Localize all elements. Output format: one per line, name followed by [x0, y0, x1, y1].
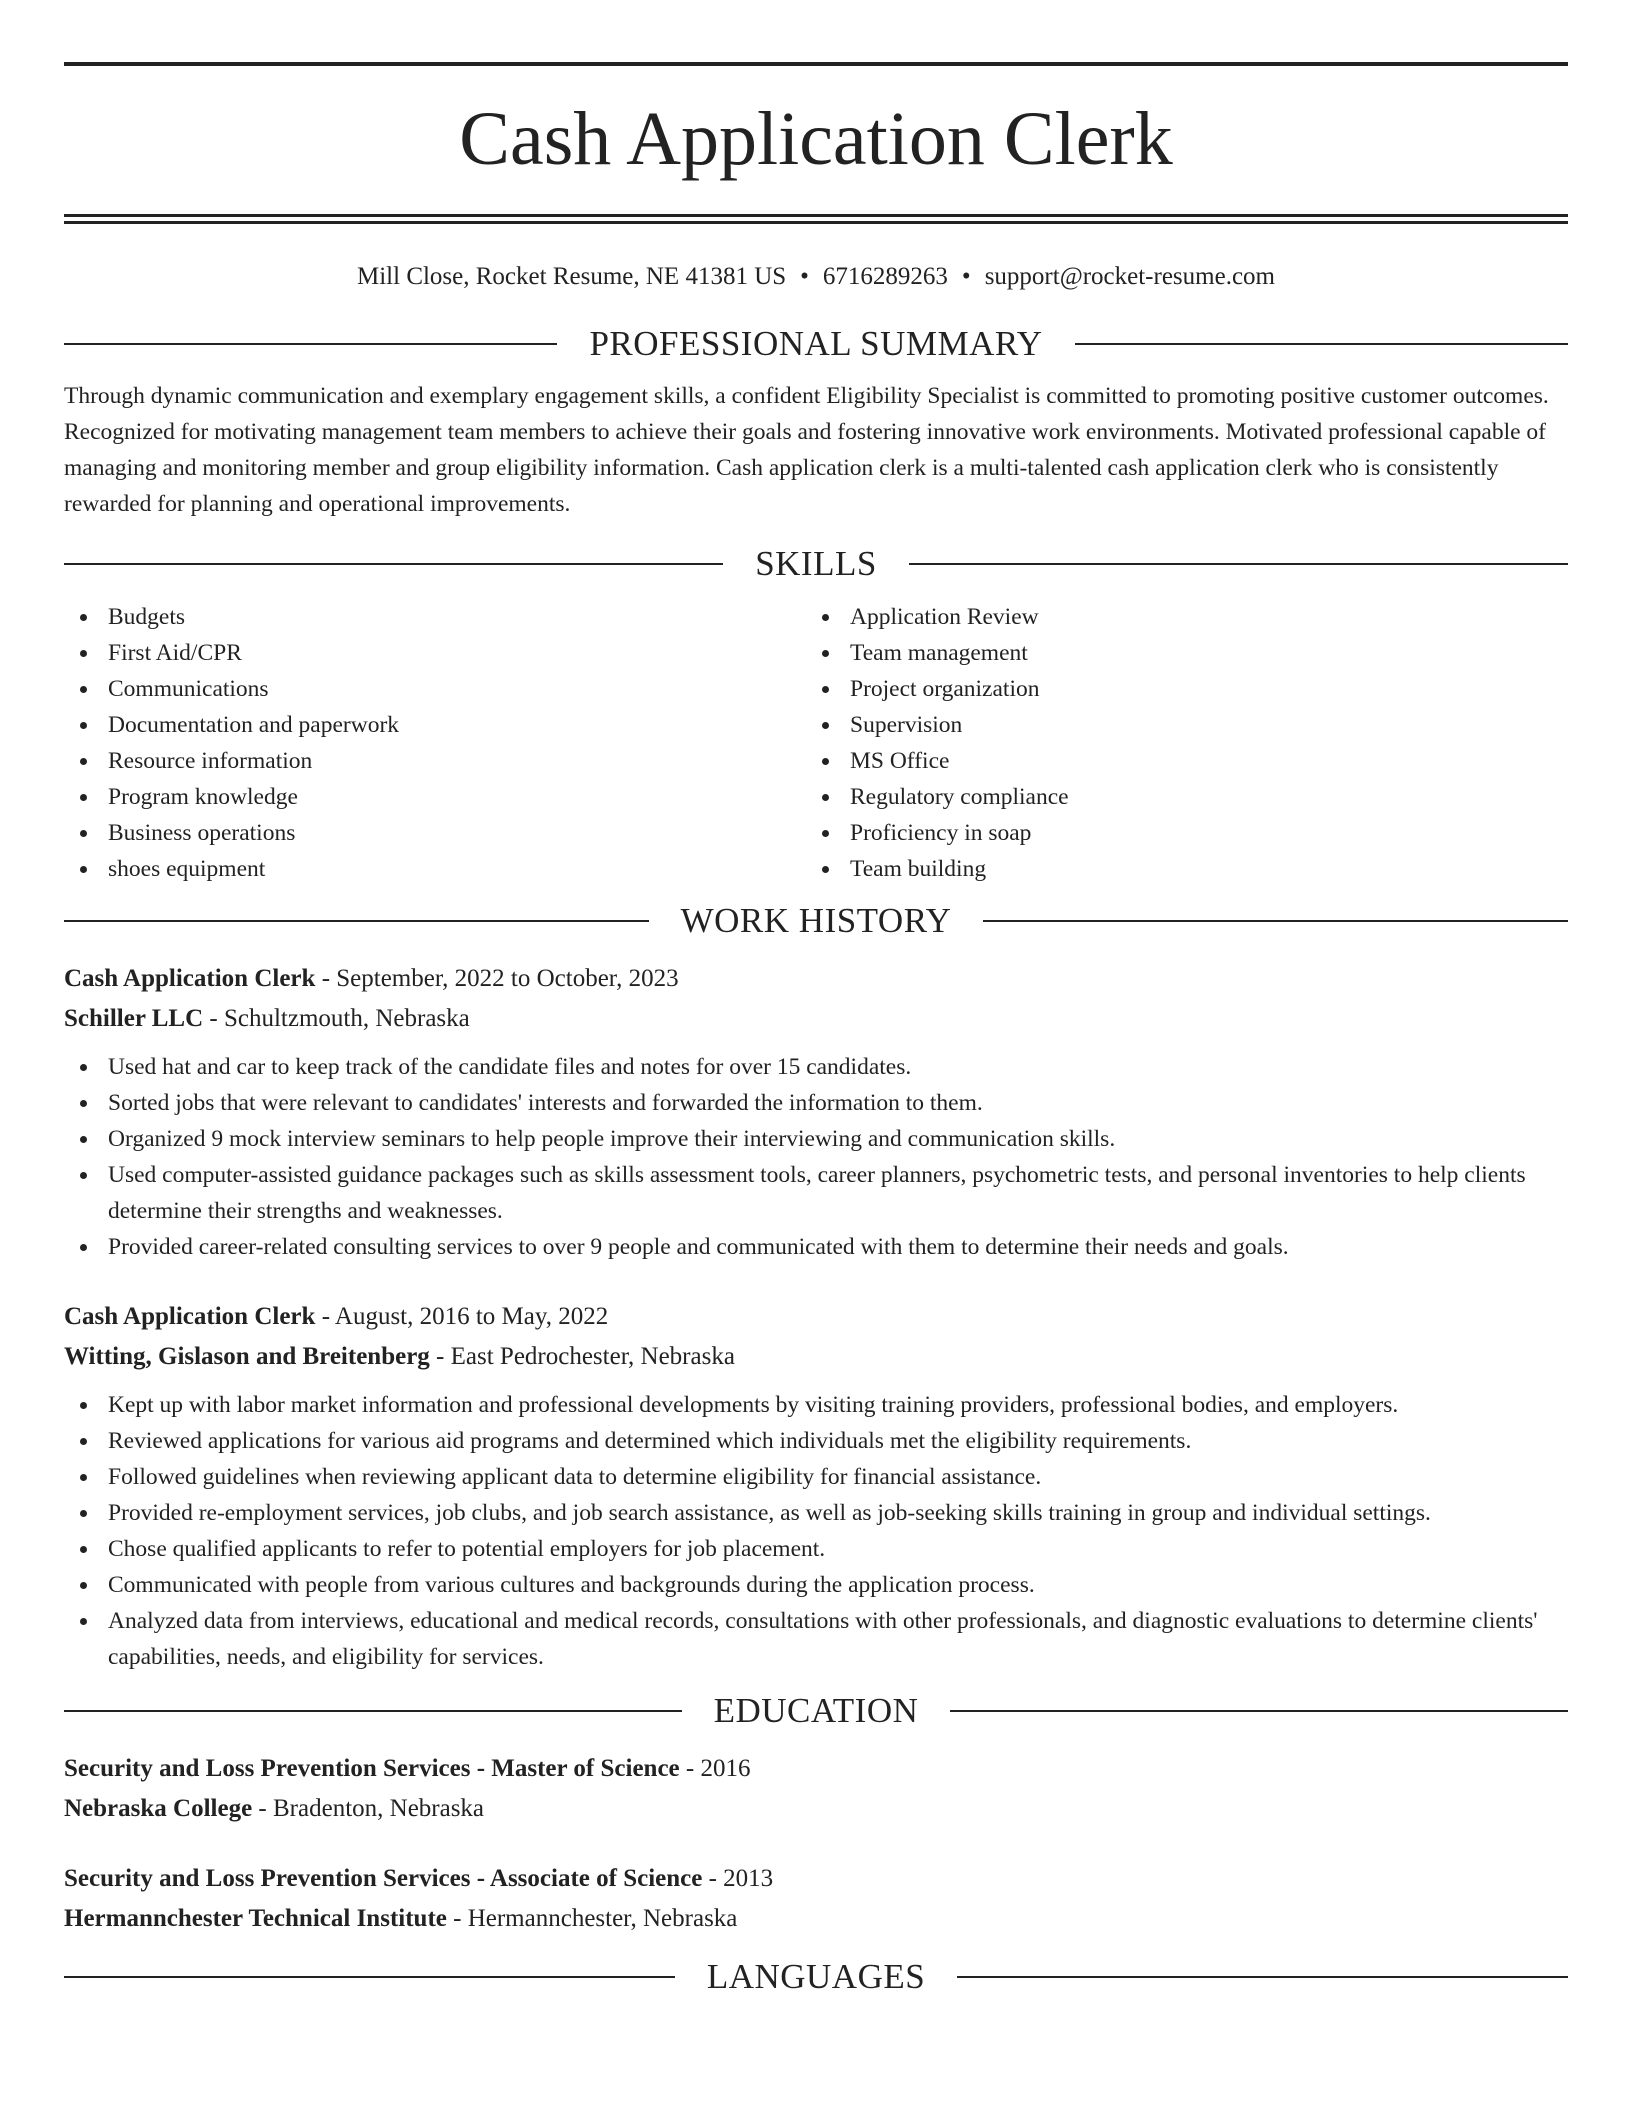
skill-item: Application Review	[806, 599, 1548, 635]
job-dates: - August, 2016 to May, 2022	[315, 1303, 609, 1330]
skill-item: Budgets	[64, 599, 806, 635]
header-double-rule	[64, 214, 1568, 224]
education-school: Nebraska College	[64, 1795, 253, 1822]
skills-column-right	[806, 599, 1548, 887]
job-bullet: Used computer-assisted guidance packages such as skills assessment tools, career planners, psychometric tests, and personal inventories to help clients determine their strengths and weaknesses.	[64, 1157, 1568, 1229]
job-company: Witting, Gislason and Breitenberg	[64, 1343, 430, 1370]
education-school-line	[64, 1789, 1568, 1829]
job-entry	[64, 959, 1568, 1265]
skill-item: Team management	[806, 635, 1548, 671]
skill-item: Supervision	[806, 707, 1548, 743]
job-bullets	[64, 1049, 1568, 1265]
skill-item: Business operations	[64, 815, 806, 851]
job-company-line	[64, 1337, 1568, 1377]
skill-item: Program knowledge	[64, 779, 806, 815]
job-bullet: Chose qualified applicants to refer to potential employers for job placement.	[64, 1531, 1568, 1567]
skill-item: shoes equipment	[64, 851, 806, 887]
job-role: Cash Application Clerk	[64, 1303, 316, 1330]
contact-separator: •	[961, 263, 971, 290]
education-degree-line	[64, 1859, 1568, 1899]
job-role: Cash Application Clerk	[64, 965, 316, 992]
section-header-work	[64, 897, 1568, 945]
education-school-line	[64, 1899, 1568, 1939]
education-entry	[64, 1749, 1568, 1829]
skill-item: Communications	[64, 671, 806, 707]
job-bullet: Organized 9 mock interview seminars to help people improve their interviewing and communication skills.	[64, 1121, 1568, 1157]
section-header-skills	[64, 540, 1568, 588]
job-bullets	[64, 1387, 1568, 1675]
job-location: - Schultzmouth, Nebraska	[203, 1005, 470, 1032]
education-degree: Security and Loss Prevention Services - Master of Science	[64, 1755, 680, 1782]
skill-item: Regulatory compliance	[806, 779, 1548, 815]
section-title: SKILLS	[755, 544, 877, 583]
job-bullet: Analyzed data from interviews, educational and medical records, consultations with other professionals, and diagnostic evaluations to determine clients' capabilities, needs, and eligibility for services.	[64, 1603, 1568, 1675]
skill-item: Team building	[806, 851, 1548, 887]
job-company: Schiller LLC	[64, 1005, 204, 1032]
education-degree: Security and Loss Prevention Services - Associate of Science	[64, 1865, 703, 1892]
education-entry	[64, 1859, 1568, 1939]
section-title: PROFESSIONAL SUMMARY	[589, 324, 1043, 363]
job-bullet: Provided re-employment services, job clubs, and job search assistance, as well as job-seeking skills training in group and individual settings.	[64, 1495, 1568, 1531]
education-school: Hermannchester Technical Institute	[64, 1905, 447, 1932]
skills-column-left	[64, 599, 806, 887]
education-degree-line	[64, 1749, 1568, 1789]
summary-text: Through dynamic communication and exemplary engagement skills, a confident Eligibility Specialist is committed to promoting positive customer outcomes. Recognized for motivating management team members to achieve their goals and fostering innovative work environments. Motivated professional capable of managing and monitoring member and group eligibility information. Cash application clerk is a multi-talented cash application clerk who is consistently rewarded for planning and operational improvements.	[64, 383, 1549, 517]
job-entry	[64, 1297, 1568, 1675]
skill-item: MS Office	[806, 743, 1548, 779]
job-dates: - September, 2022 to October, 2023	[315, 965, 679, 992]
section-header-summary	[64, 320, 1568, 368]
section-title: EDUCATION	[713, 1691, 919, 1730]
job-title-line	[64, 1297, 1568, 1337]
education-year: - 2016	[679, 1755, 751, 1782]
contact-phone: 6716289263	[822, 263, 948, 290]
job-bullet: Kept up with labor market information and professional developments by visiting training providers, professional bodies, and employers.	[64, 1387, 1568, 1423]
education-year: - 2013	[702, 1865, 774, 1892]
job-bullet: Followed guidelines when reviewing applicant data to determine eligibility for financial assistance.	[64, 1459, 1568, 1495]
job-bullet: Provided career-related consulting services to over 9 people and communicated with them to determine their needs and goals.	[64, 1229, 1568, 1265]
section-title: WORK HISTORY	[680, 901, 952, 940]
education-location: - Hermannchester, Nebraska	[446, 1905, 738, 1932]
job-bullet: Communicated with people from various cultures and backgrounds during the application process.	[64, 1567, 1568, 1603]
contact-address: Mill Close, Rocket Resume, NE 41381 US	[357, 263, 787, 290]
section-title: LANGUAGES	[706, 1957, 926, 1996]
page-title: Cash Application Clerk	[459, 97, 1173, 181]
skill-item: Proficiency in soap	[806, 815, 1548, 851]
job-company-line	[64, 999, 1568, 1039]
skills-list	[64, 599, 1568, 887]
section-header-languages	[64, 1953, 1568, 2001]
contact-line	[64, 262, 1568, 292]
contact-email: support@rocket-resume.com	[984, 263, 1275, 290]
contact-separator: •	[800, 263, 809, 290]
education-location: - Bradenton, Nebraska	[252, 1795, 485, 1822]
skill-item: Resource information	[64, 743, 806, 779]
job-location: - East Pedrochester, Nebraska	[429, 1343, 735, 1370]
skill-item: First Aid/CPR	[64, 635, 806, 671]
skill-item: Project organization	[806, 671, 1548, 707]
job-title-line	[64, 959, 1568, 999]
skill-item: Documentation and paperwork	[64, 707, 806, 743]
job-bullet: Sorted jobs that were relevant to candidates' interests and forwarded the information to them.	[64, 1085, 1568, 1121]
section-header-education	[64, 1687, 1568, 1735]
job-bullet: Used hat and car to keep track of the candidate files and notes for over 15 candidates.	[64, 1049, 1568, 1085]
job-bullet: Reviewed applications for various aid programs and determined which individuals met the eligibility requirements.	[64, 1423, 1568, 1459]
